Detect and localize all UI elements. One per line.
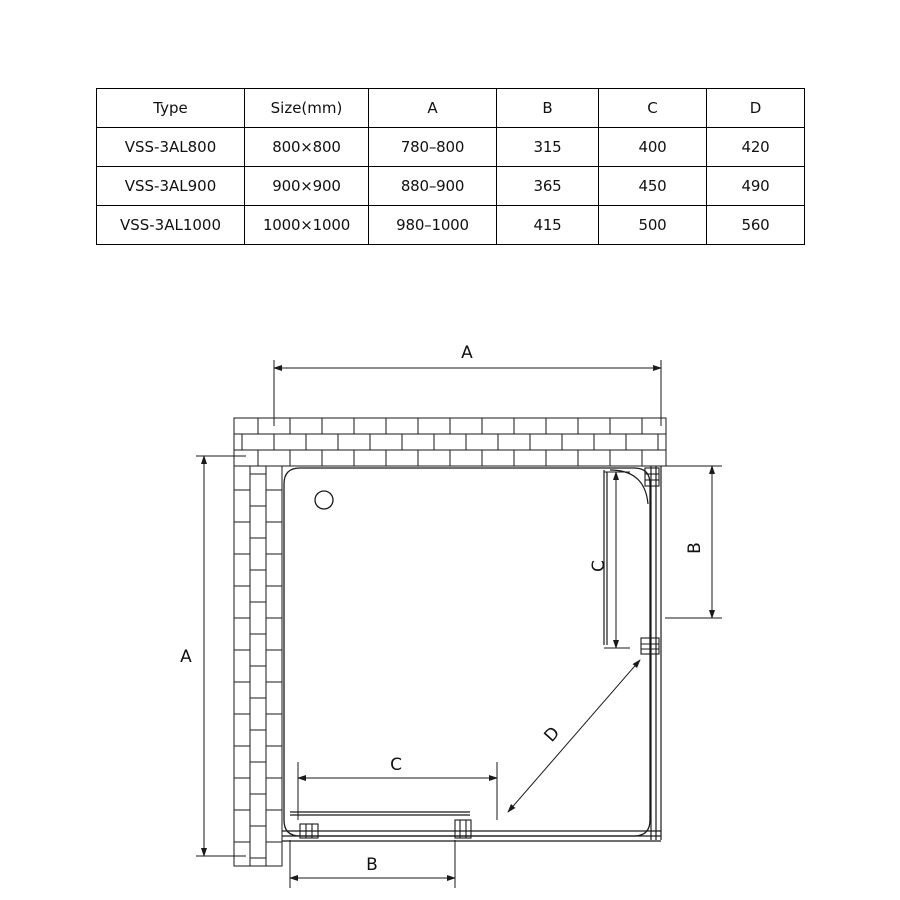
dimension-label-right-b: B xyxy=(685,542,705,554)
dimension-left-a xyxy=(196,456,246,856)
table-row xyxy=(97,167,805,206)
cell-d: 560 xyxy=(707,206,805,245)
cell-size: 1000×1000 xyxy=(245,206,369,245)
cell-b: 415 xyxy=(497,206,599,245)
dimension-label-bottom-b: B xyxy=(366,855,378,875)
column-header-b: B xyxy=(497,89,599,128)
technical-drawing xyxy=(0,300,900,900)
cell-type: VSS-3AL1000 xyxy=(97,206,245,245)
cell-a: 980–1000 xyxy=(369,206,497,245)
dimension-label-left-a: A xyxy=(180,647,192,667)
column-header-a: A xyxy=(369,89,497,128)
drain-icon xyxy=(315,491,333,509)
cell-type: VSS-3AL800 xyxy=(97,128,245,167)
cell-a: 780–800 xyxy=(369,128,497,167)
table-row xyxy=(97,128,805,167)
cell-size: 900×900 xyxy=(245,167,369,206)
table-header-row xyxy=(97,89,805,128)
cell-d: 490 xyxy=(707,167,805,206)
cell-c: 400 xyxy=(599,128,707,167)
cell-d: 420 xyxy=(707,128,805,167)
table-row xyxy=(97,206,805,245)
right-glass-panel xyxy=(604,466,661,840)
dimension-label-top-a: A xyxy=(461,343,473,363)
dimension-inner-c-vertical xyxy=(604,472,630,648)
shower-tray-outline xyxy=(284,468,650,836)
dimension-label-diagonal-d: D xyxy=(540,723,565,747)
cell-c: 500 xyxy=(599,206,707,245)
dimension-label-inner-c-vertical: C xyxy=(589,560,609,572)
column-header-c: C xyxy=(599,89,707,128)
specification-table xyxy=(96,88,805,245)
left-wall-brick xyxy=(234,466,282,866)
dimension-diagonal-d xyxy=(508,660,640,812)
column-header-type: Type xyxy=(97,89,245,128)
roller-hardware xyxy=(300,468,659,838)
cell-b: 365 xyxy=(497,167,599,206)
cell-a: 880–900 xyxy=(369,167,497,206)
enclosure-plan-svg xyxy=(0,300,900,900)
cell-size: 800×800 xyxy=(245,128,369,167)
top-wall-brick xyxy=(234,418,666,466)
specification-table-container xyxy=(96,88,804,245)
dimension-label-inner-c-horizontal: C xyxy=(390,755,402,775)
cell-c: 450 xyxy=(599,167,707,206)
dimension-right-b xyxy=(665,466,722,618)
cell-b: 315 xyxy=(497,128,599,167)
dimension-top-a xyxy=(274,360,661,426)
cell-type: VSS-3AL900 xyxy=(97,167,245,206)
column-header-d: D xyxy=(707,89,805,128)
column-header-size: Size(mm) xyxy=(245,89,369,128)
